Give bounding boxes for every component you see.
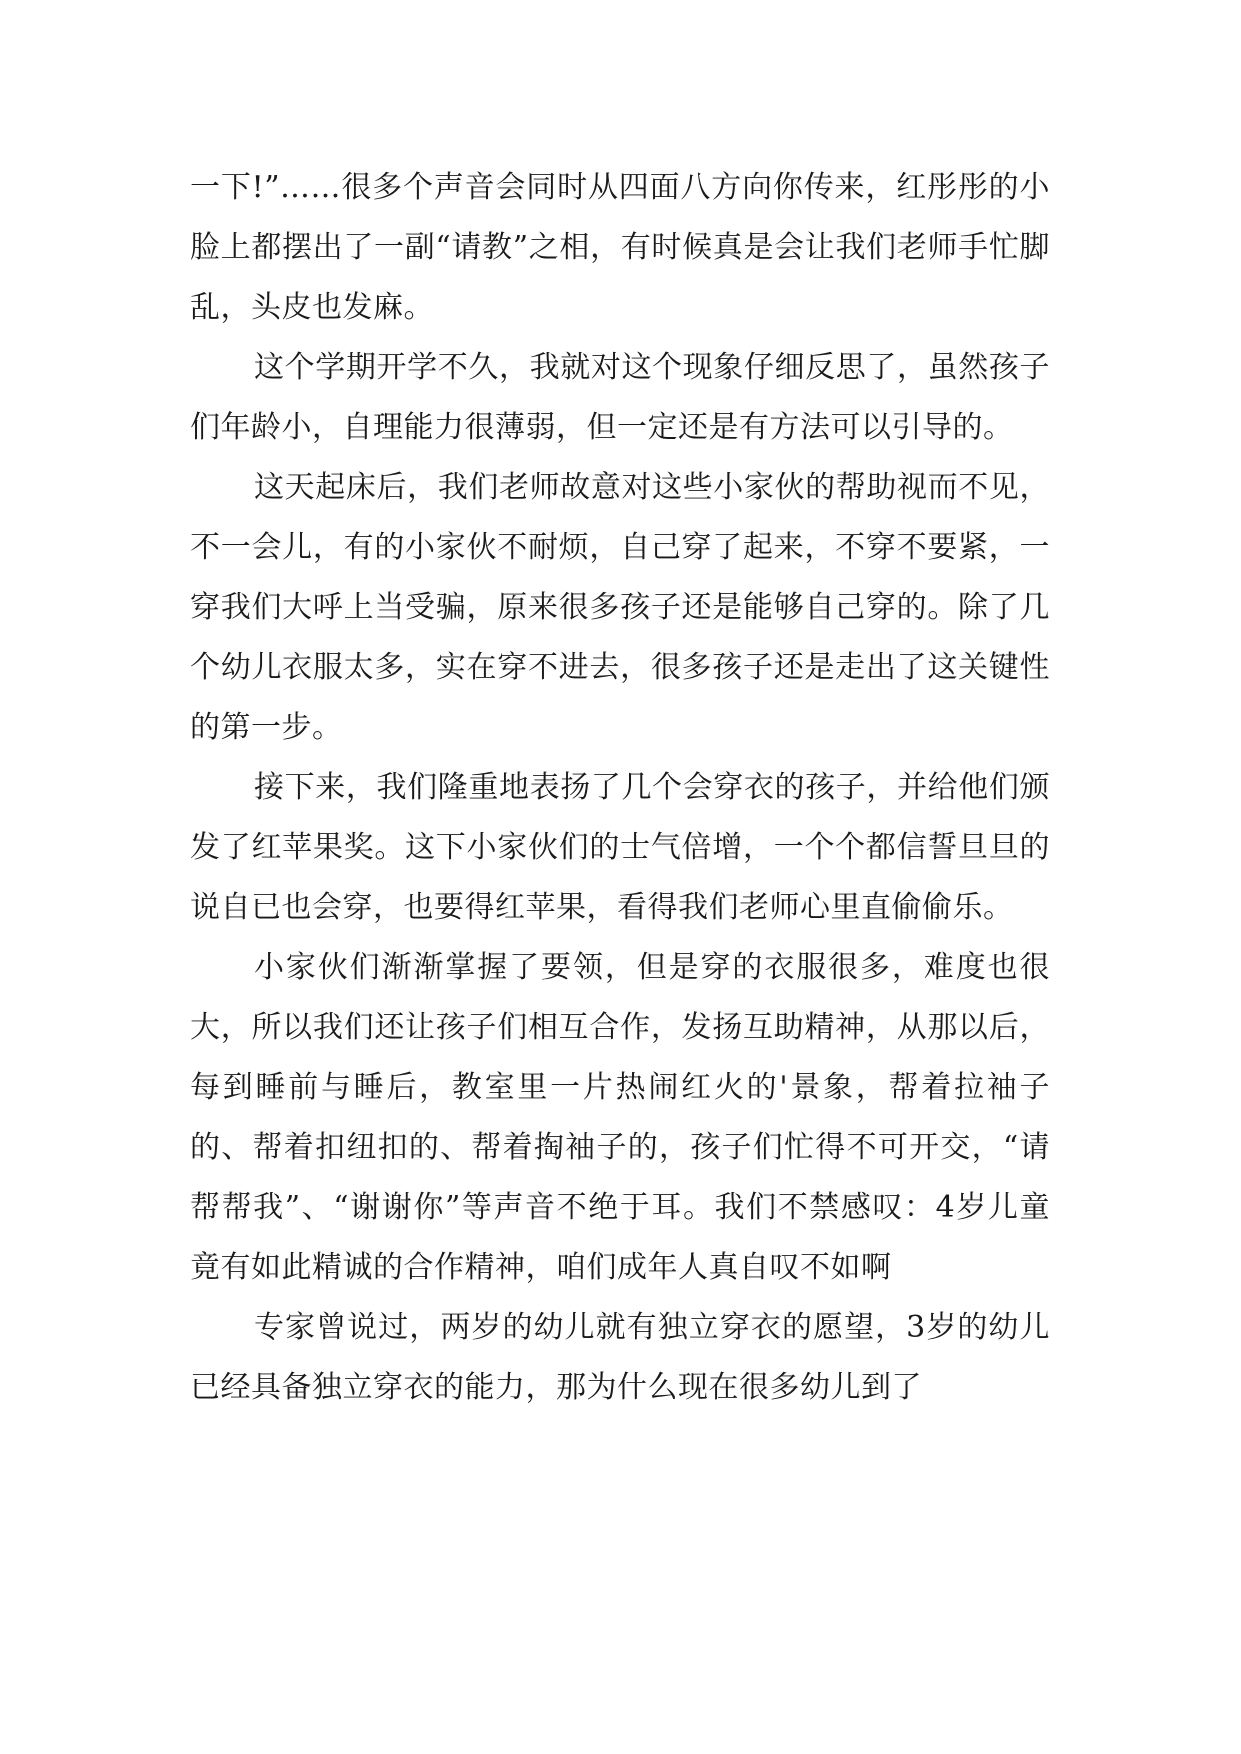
paragraph: 专家曾说过，两岁的幼儿就有独立穿衣的愿望，3岁的幼儿已经具备独立穿衣的能力，那为什么现在很多幼儿到了 — [190, 1310, 1050, 1405]
document-body — [190, 158, 1050, 1418]
paragraph-continued: 一下!”……很多个声音会同时从四面八方向你传来，红彤彤的小脸上都摆出了一副“请教”之相，有时候真是会让我们老师手忙脚乱，头皮也发麻。 — [190, 170, 1050, 325]
paragraph: 这个学期开学不久，我就对这个现象仔细反思了，虽然孩子们年龄小，自理能力很薄弱，但一定还是有方法可以引导的。 — [190, 350, 1050, 445]
paragraph: 小家伙们渐渐掌握了要领，但是穿的衣服很多，难度也很大，所以我们还让孩子们相互合作，发扬互助精神，从那以后，每到睡前与睡后，教室里一片热闹红火的'景象，帮着拉袖子的、帮着扣纽扣的、帮着掏袖子的，孩子们忙得不可开交，“请帮帮我”、“谢谢你”等声音不绝于耳。我们不禁感叹：4岁儿童竟有如此精诚的合作精神，咱们成年人真自叹不如啊 — [190, 950, 1050, 1285]
paragraph: 这天起床后，我们老师故意对这些小家伙的帮助视而不见，不一会儿，有的小家伙不耐烦，自己穿了起来，不穿不要紧，一穿我们大呼上当受骗，原来很多孩子还是能够自己穿的。除了几个幼儿衣服太多，实在穿不进去，很多孩子还是走出了这关键性的第一步。 — [190, 470, 1050, 745]
paragraph: 接下来，我们隆重地表扬了几个会穿衣的孩子，并给他们颁发了红苹果奖。这下小家伙们的士气倍增，一个个都信誓旦旦的说自已也会穿，也要得红苹果，看得我们老师心里直偷偷乐。 — [190, 770, 1050, 925]
